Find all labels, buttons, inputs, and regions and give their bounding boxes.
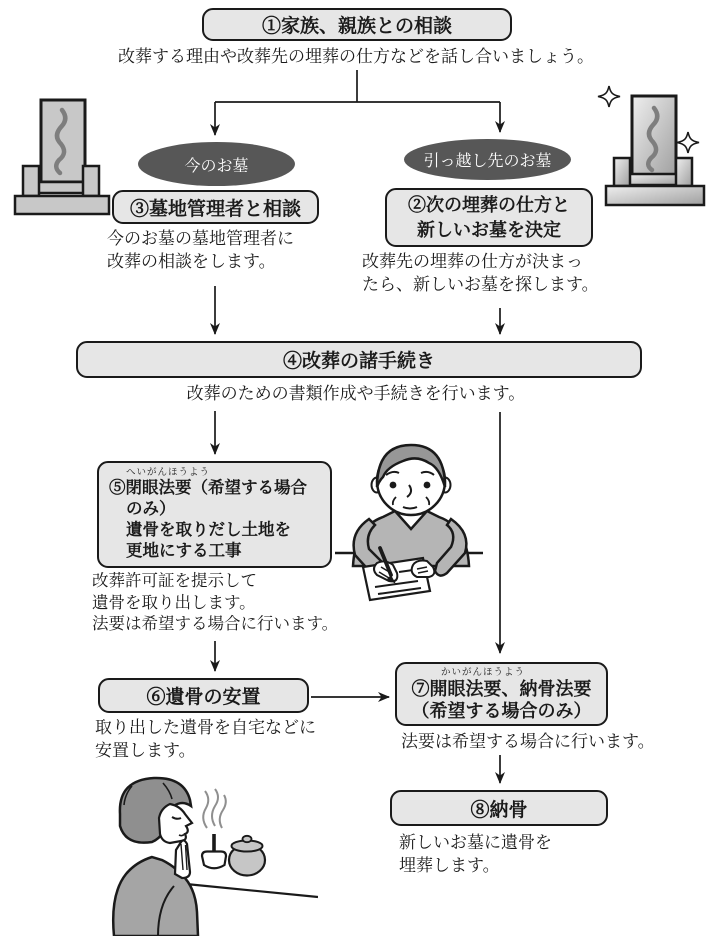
step2-box: [385, 188, 593, 247]
step5-furigana: へいがんほうよう: [126, 467, 211, 478]
branch-label-current-grave: 今のお墓: [138, 142, 295, 186]
step2-title-line1: ②次の埋葬の仕方と: [408, 194, 570, 215]
man-writing-documents-illustration: [333, 441, 503, 624]
incense-burner: [202, 852, 226, 869]
step7-box: [395, 662, 608, 726]
eye: [424, 482, 431, 489]
incense-smoke: [212, 789, 218, 826]
step6-box: [98, 678, 309, 713]
split-connector: [215, 70, 500, 102]
right-vase: [83, 166, 99, 196]
step7-desc: 法要は希望する場合に行います。: [401, 732, 655, 751]
step3-desc: 今のお墓の墓地管理者に 改葬の相談をします。: [107, 229, 294, 271]
table-edge: [186, 884, 318, 897]
grave-base: [15, 196, 109, 214]
step2-desc: 改葬先の埋葬の仕方が決まっ たら、新しいお墓を探します。: [362, 252, 599, 294]
left-vase: [614, 158, 630, 186]
urn-knob: [243, 836, 252, 842]
step5-title-line2: のみ）: [126, 500, 176, 518]
step3-title: ③墓地管理者と相談: [129, 198, 301, 220]
step8-title: ⑧納骨: [470, 799, 528, 821]
woman-praying-with-incense-and-urn-illustration: [60, 772, 318, 936]
grave-base: [606, 186, 704, 205]
current-grave-illustration: [8, 94, 114, 222]
step5-title-line3: 遺骨を取りだし土地を: [126, 521, 291, 539]
sparkle-icon: [598, 86, 620, 107]
right-vase: [676, 158, 692, 186]
left-vase: [23, 166, 39, 196]
step6-desc: 取り出した遺骨を自宅などに 安置します。: [95, 718, 316, 760]
step7-title-line2: （希望する場合のみ）: [411, 701, 592, 721]
step6-title: ⑥遺骨の安置: [146, 687, 261, 708]
eye: [390, 482, 397, 489]
branch-label-destination-grave: 引っ越し先のお墓: [404, 139, 571, 180]
step5-title-line4: 更地にする工事: [126, 542, 242, 560]
step2-title-line2: 新しいお墓を決定: [417, 219, 561, 240]
face-profile: [159, 804, 192, 843]
incense-smoke: [220, 795, 226, 828]
step5-title-line1: ⑤閉眼法要（希望する場合: [109, 479, 307, 497]
step4-box: [76, 341, 642, 378]
step3-box: [112, 190, 319, 224]
step1-title: ①家族、親族との相談: [261, 16, 452, 37]
step7-furigana: かいがんほうよう: [441, 667, 526, 678]
step5-box: [97, 461, 332, 568]
step7-title-line1: ⑦開眼法要、納骨法要: [411, 679, 592, 699]
step8-box: [390, 790, 608, 826]
incense-smoke: [203, 791, 208, 828]
step1-box: [202, 8, 512, 41]
step5-desc: 改葬許可証を提示して 遺骨を取り出します。 法要は希望する場合に行います。: [92, 572, 339, 633]
step4-desc: 改葬のための書類作成や手続きを行います。: [186, 384, 526, 403]
new-grave-illustration: [596, 82, 712, 210]
step8-desc: 新しいお墓に遺骨を 埋葬します。: [399, 833, 552, 875]
step4-title: ④改葬の諸手続き: [282, 351, 435, 372]
sparkle-icon: [677, 132, 699, 153]
step1-desc: 改葬する理由や改葬先の埋葬の仕方などを話し合いましょう。: [118, 47, 594, 66]
